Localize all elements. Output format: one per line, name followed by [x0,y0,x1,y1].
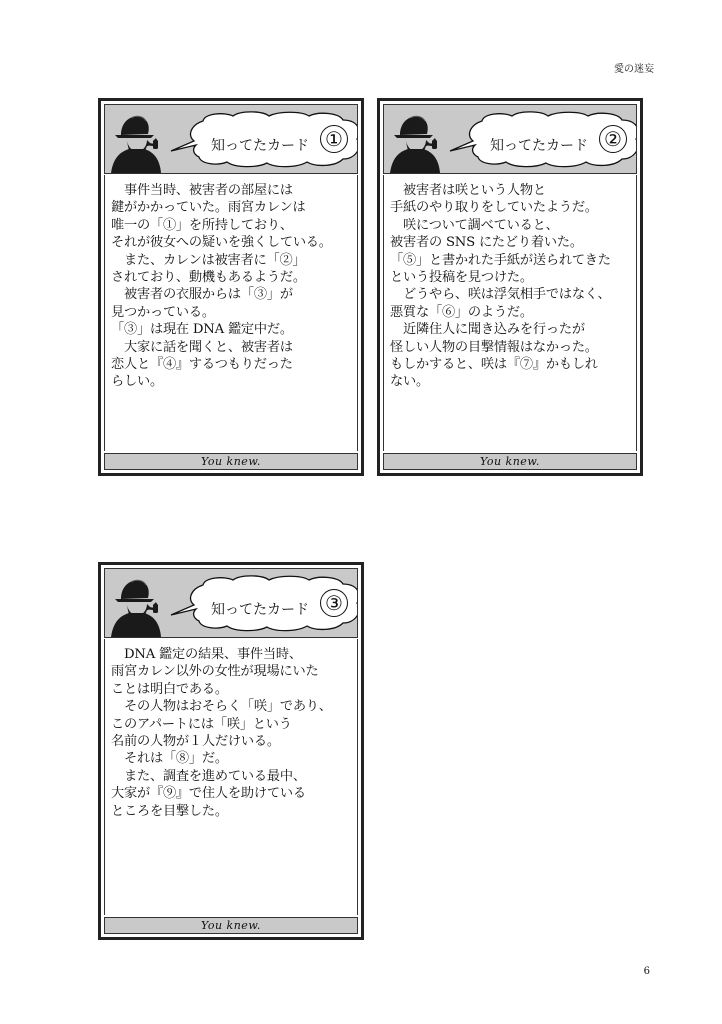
card-header [104,104,358,174]
clue-card-3 [98,562,364,940]
header-title: 愛の迷妄 [614,64,654,75]
detective-silhouette-icon [109,575,169,637]
card-text-line: DNA 鑑定の結果、事件当時、 [111,647,302,662]
card-text-line: その人物はおそらく「咲」であり、 [111,699,332,715]
card-text-line: ところを目撃した。 [111,803,228,819]
card-text-line: 雨宮カレン以外の女性が現場にいた [111,664,319,680]
card-text-line: されており、動機もあるようだ。 [111,270,306,286]
card-text-line: 怪しい人物の目撃情報はなかった。 [390,339,598,355]
card-text-line: それは「⑧」だ。 [111,751,228,767]
card-text-line: このアパートには「咲」という [111,716,292,732]
card-text-line: 唯一の「①」を所持しており、 [111,217,293,233]
card-text-line: 大家が『⑨』で住人を助けている [111,786,306,802]
card-text-line: 咲について調べていると、 [390,217,559,233]
page-number: 6 [643,966,650,977]
card-text-line: 被害者の SNS にたどり着いた。 [390,235,583,251]
card-footer: You knew. [383,453,637,470]
card-text-line: らしい。 [111,374,163,390]
card-text-line: また、調査を進めている最中、 [111,768,306,784]
card-title: 知ってたカード [211,138,309,154]
card-text-line: 名前の人物が１人だけいる。 [111,734,280,750]
card-text-line: それが彼女への疑いを強くしている。 [111,235,332,251]
card-text-line: 見つかっている。 [111,304,215,320]
clue-card-1 [98,98,364,476]
card-text-line: 「⑤」と書かれた手紙が送られてきた [390,252,611,268]
card-title: 知ってたカード [490,138,588,154]
card-text-line: 手紙のやり取りをしていたようだ。 [390,200,598,216]
card-text-line: 事件当時、被害者の部屋には [111,183,293,198]
card-body [383,175,637,451]
card-text-line: もしかすると、咲は『⑦』かもしれ [390,357,598,373]
card-text-line: どうやら、咲は浮気相手ではなく、 [390,287,611,303]
card-text-line: 被害者の衣服からは「③」が [111,287,293,303]
card-title: 知ってたカード [211,602,309,618]
card-footer: You knew. [104,453,358,470]
card-number-badge: ② [599,125,627,153]
card-text-line: という投稿を見つけた。 [390,270,533,286]
card-text-line: ことは明白である。 [111,681,228,697]
card-text-line: 近隣住人に聞き込みを行ったが [390,322,585,338]
card-body [104,639,358,915]
card-text-line: また、カレンは被害者に「②」 [111,252,306,268]
card-footer: You knew. [104,917,358,934]
card-text-line: 被害者は咲という人物と [390,183,546,198]
card-text-line: 悪質な「⑥」のようだ。 [390,304,533,320]
card-text-line: 大家に話を聞くと、被害者は [111,339,293,355]
card-header [383,104,637,174]
clue-card-2 [377,98,643,476]
card-body [104,175,358,451]
card-text-line: 「③」は現在 DNA 鑑定中だ。 [111,322,293,338]
card-text-line: ない。 [390,374,429,390]
card-text-line: 鍵がかかっていた。雨宮カレンは [111,200,306,216]
detective-silhouette-icon [109,111,169,173]
detective-silhouette-icon [388,111,448,173]
card-header [104,568,358,638]
card-number-badge: ① [320,125,348,153]
card-number-badge: ③ [320,589,348,617]
card-text-line: 恋人と『④』するつもりだった [111,357,293,373]
